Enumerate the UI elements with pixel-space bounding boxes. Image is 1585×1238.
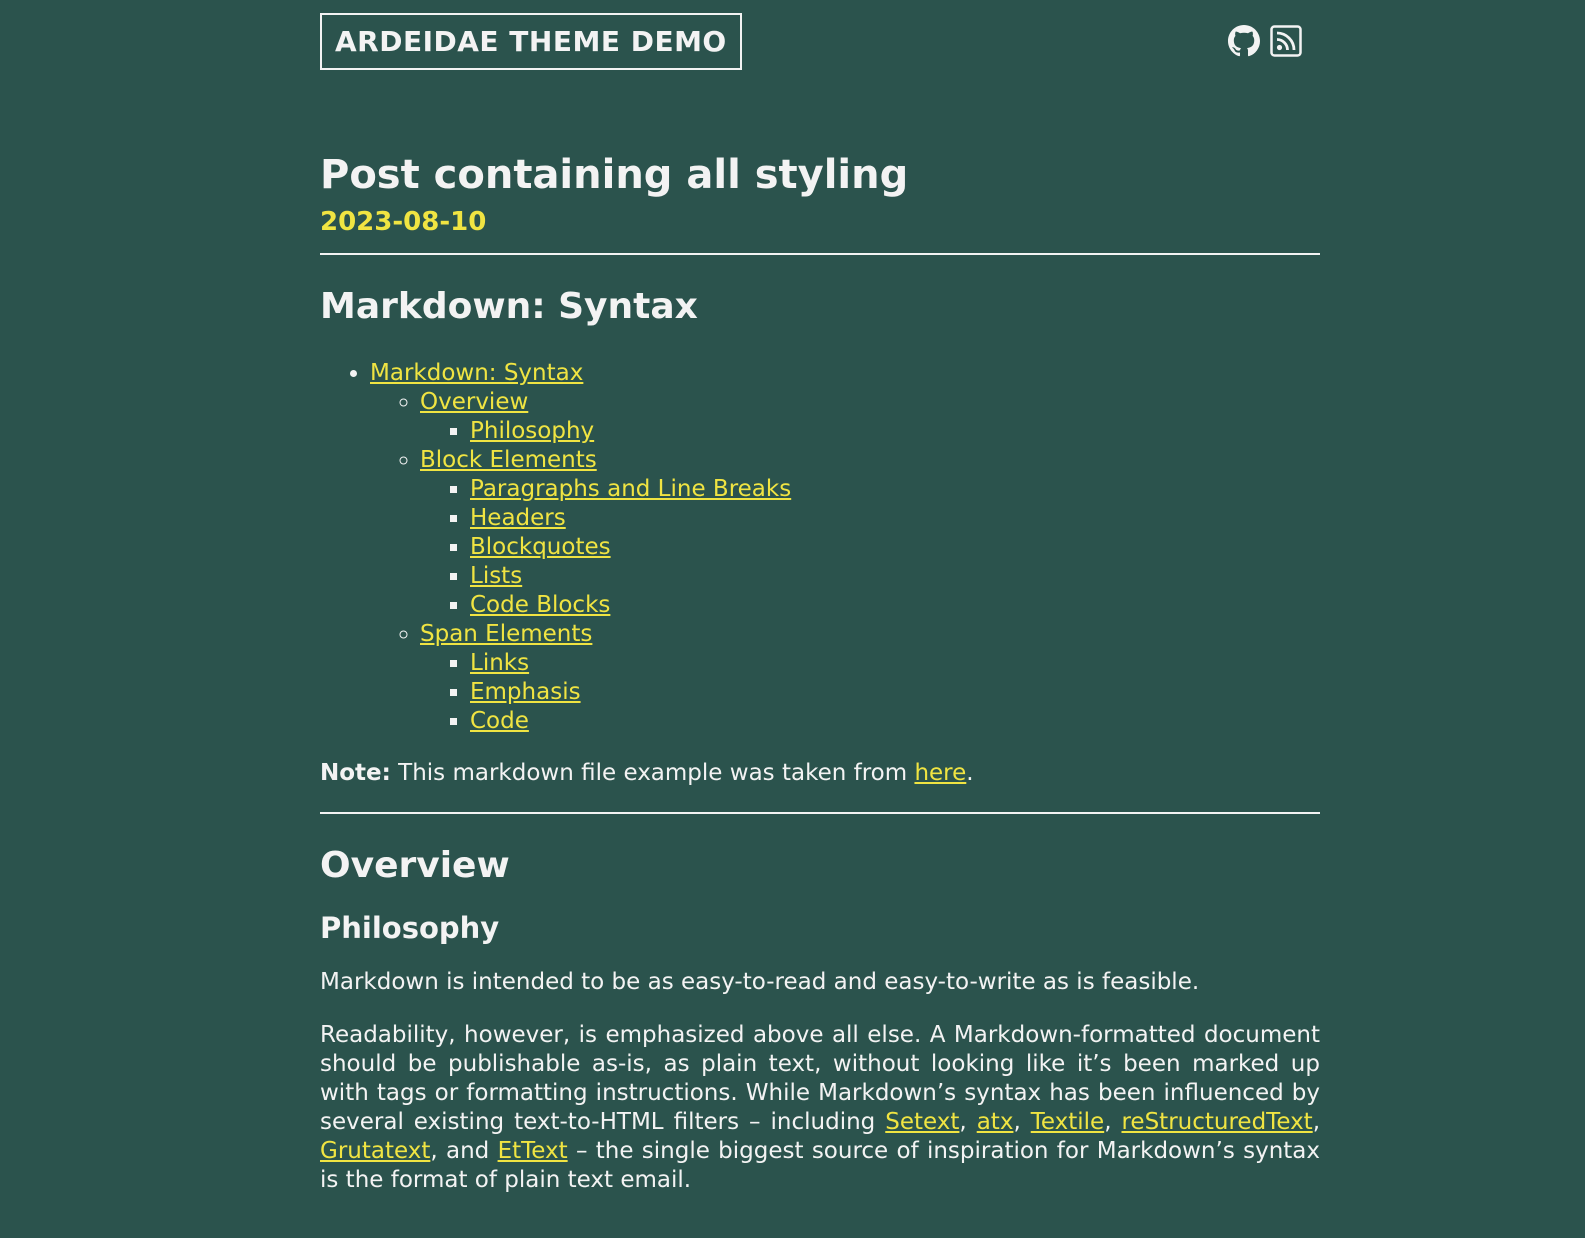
link-setext[interactable]: Setext [885, 1109, 960, 1135]
toc-item [470, 562, 1320, 591]
toc-link-lists[interactable]: Lists [470, 563, 523, 589]
table-of-contents [320, 359, 1320, 736]
separator: , [959, 1109, 977, 1135]
divider [320, 812, 1320, 814]
section-subheading-philosophy: Philosophy [320, 911, 500, 945]
toc-link-paragraphs[interactable]: Paragraphs and Line Breaks [470, 476, 792, 502]
toc-item [370, 359, 1320, 736]
paragraph-text: Readability, however, is emphasized above all else. A Markdown-formatted document should be publishable as-is, as plain text, without looking like it’s been marked up with tags or formatting instructions. While Markdown’s syntax has been influenced by several existing text-to-HTML filters – including [320, 1022, 1320, 1135]
toc-item [470, 417, 1320, 446]
site-title-link[interactable]: ARDEIDAE THEME DEMO [320, 13, 742, 70]
philosophy-paragraph-2 [320, 1021, 1320, 1195]
toc-link-code-blocks[interactable]: Code Blocks [470, 592, 611, 618]
note-end: . [966, 760, 974, 786]
link-textile[interactable]: Textile [1030, 1109, 1105, 1135]
toc-item [470, 649, 1320, 678]
post-title: Post containing all styling [320, 152, 909, 198]
toc-link-links[interactable]: Links [470, 650, 530, 676]
section-heading-overview: Overview [320, 845, 510, 886]
toc-link-code[interactable]: Code [470, 708, 529, 734]
toc-link-overview[interactable]: Overview [420, 389, 529, 415]
note-source-link[interactable]: here [914, 760, 967, 786]
toc-link-emphasis[interactable]: Emphasis [470, 679, 581, 705]
site-header [320, 0, 1320, 80]
toc-link-block-elements[interactable]: Block Elements [420, 447, 597, 473]
post-date: 2023-08-10 [320, 207, 487, 237]
toc-link-blockquotes[interactable]: Blockquotes [470, 534, 611, 560]
separator: , [1312, 1109, 1321, 1135]
toc-item [420, 446, 1320, 620]
page-container [320, 0, 1320, 1195]
paragraph-text: – the single biggest source of inspiration for Markdown’s syntax is the format of plain text email. [320, 1138, 1320, 1193]
link-restructuredtext[interactable]: reStructuredText [1121, 1109, 1313, 1135]
toc-item [420, 388, 1320, 446]
toc-link-markdown-syntax[interactable]: Markdown: Syntax [370, 360, 584, 386]
link-atx[interactable]: atx [976, 1109, 1014, 1135]
toc-item [420, 620, 1320, 736]
link-ettext[interactable]: EtText [497, 1138, 568, 1164]
toc-link-span-elements[interactable]: Span Elements [420, 621, 593, 647]
toc-item [470, 504, 1320, 533]
philosophy-paragraph-1: Markdown is intended to be as easy-to-read and easy-to-write as is feasible. [320, 969, 1200, 995]
social-links [1228, 25, 1302, 57]
toc-item [470, 707, 1320, 736]
toc-link-headers[interactable]: Headers [470, 505, 566, 531]
toc-link-philosophy[interactable]: Philosophy [470, 418, 595, 444]
separator: , [1104, 1109, 1122, 1135]
note-paragraph [320, 759, 1320, 788]
divider [320, 253, 1320, 255]
link-grutatext[interactable]: Grutatext [320, 1138, 431, 1164]
separator: , [1013, 1109, 1031, 1135]
note-text: This markdown file example was taken from [398, 760, 908, 786]
toc-item [470, 475, 1320, 504]
toc-item [470, 591, 1320, 620]
rss-icon[interactable] [1270, 25, 1302, 57]
separator: , and [430, 1138, 498, 1164]
section-heading-syntax: Markdown: Syntax [320, 286, 698, 327]
note-label: Note: [320, 760, 391, 786]
toc-item [470, 533, 1320, 562]
github-icon[interactable] [1228, 25, 1260, 57]
toc-item [470, 678, 1320, 707]
